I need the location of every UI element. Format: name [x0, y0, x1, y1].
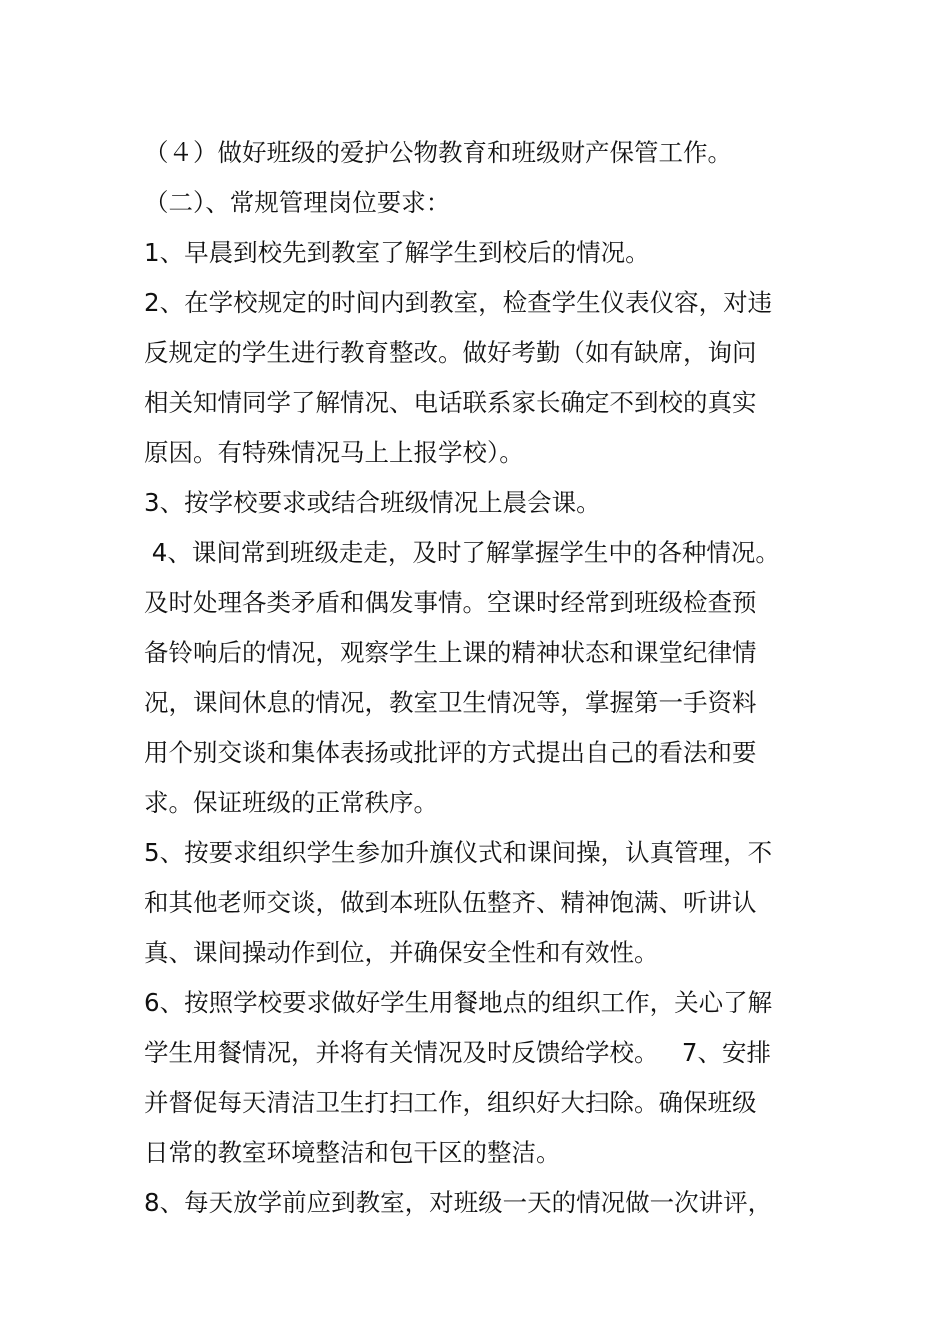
- text-line: 并督促每天清洁卫生打扫工作，组织好大扫除。确保班级: [144, 1088, 757, 1117]
- text-line: 用个别交谈和集体表扬或批评的方式提出自己的看法和要: [144, 738, 757, 767]
- document-body: [144, 128, 808, 1228]
- text-line: 6、按照学校要求做好学生用餐地点的组织工作，关心了解: [144, 988, 773, 1017]
- text-line: 相关知情同学了解情况、电话联系家长确定不到校的真实: [144, 388, 757, 417]
- text-line: 2、在学校规定的时间内到教室，检查学生仪表仪容，对违: [144, 288, 773, 317]
- text-line: 真、课间操动作到位，并确保安全性和有效性。: [144, 938, 659, 967]
- text-line: 1、早晨到校先到教室了解学生到校后的情况。: [144, 238, 650, 267]
- text-line: 求。保证班级的正常秩序。: [144, 788, 438, 817]
- text-line: 及时处理各类矛盾和偶发事情。空课时经常到班级检查预: [144, 588, 757, 617]
- text-line: 原因。有特殊情况马上上报学校）。: [144, 438, 524, 467]
- text-line: 4、课间常到班级走走，及时了解掌握学生中的各种情况。: [144, 538, 780, 567]
- text-line: 3、按学校要求或结合班级情况上晨会课。: [144, 488, 601, 517]
- text-line: 5、按要求组织学生参加升旗仪式和课间操，认真管理，不: [144, 838, 773, 867]
- text-line: （二）、常规管理岗位要求：: [144, 188, 451, 217]
- text-line: 8、每天放学前应到教室，对班级一天的情况做一次讲评，: [144, 1188, 773, 1217]
- text-line: 况，课间休息的情况，教室卫生情况等，掌握第一手资料: [144, 688, 757, 717]
- text-line: 备铃响后的情况，观察学生上课的精神状态和课堂纪律情: [144, 638, 757, 667]
- text-line: 反规定的学生进行教育整改。做好考勤（如有缺席，询问: [144, 338, 757, 367]
- text-line: （４）做好班级的爱护公物教育和班级财产保管工作。: [144, 138, 732, 167]
- text-line: 学生用餐情况，并将有关情况及时反馈给学校。 7、安排: [144, 1038, 771, 1067]
- text-line: 日常的教室环境整洁和包干区的整洁。: [144, 1138, 561, 1167]
- text-line: 和其他老师交谈，做到本班队伍整齐、精神饱满、听讲认: [144, 888, 757, 917]
